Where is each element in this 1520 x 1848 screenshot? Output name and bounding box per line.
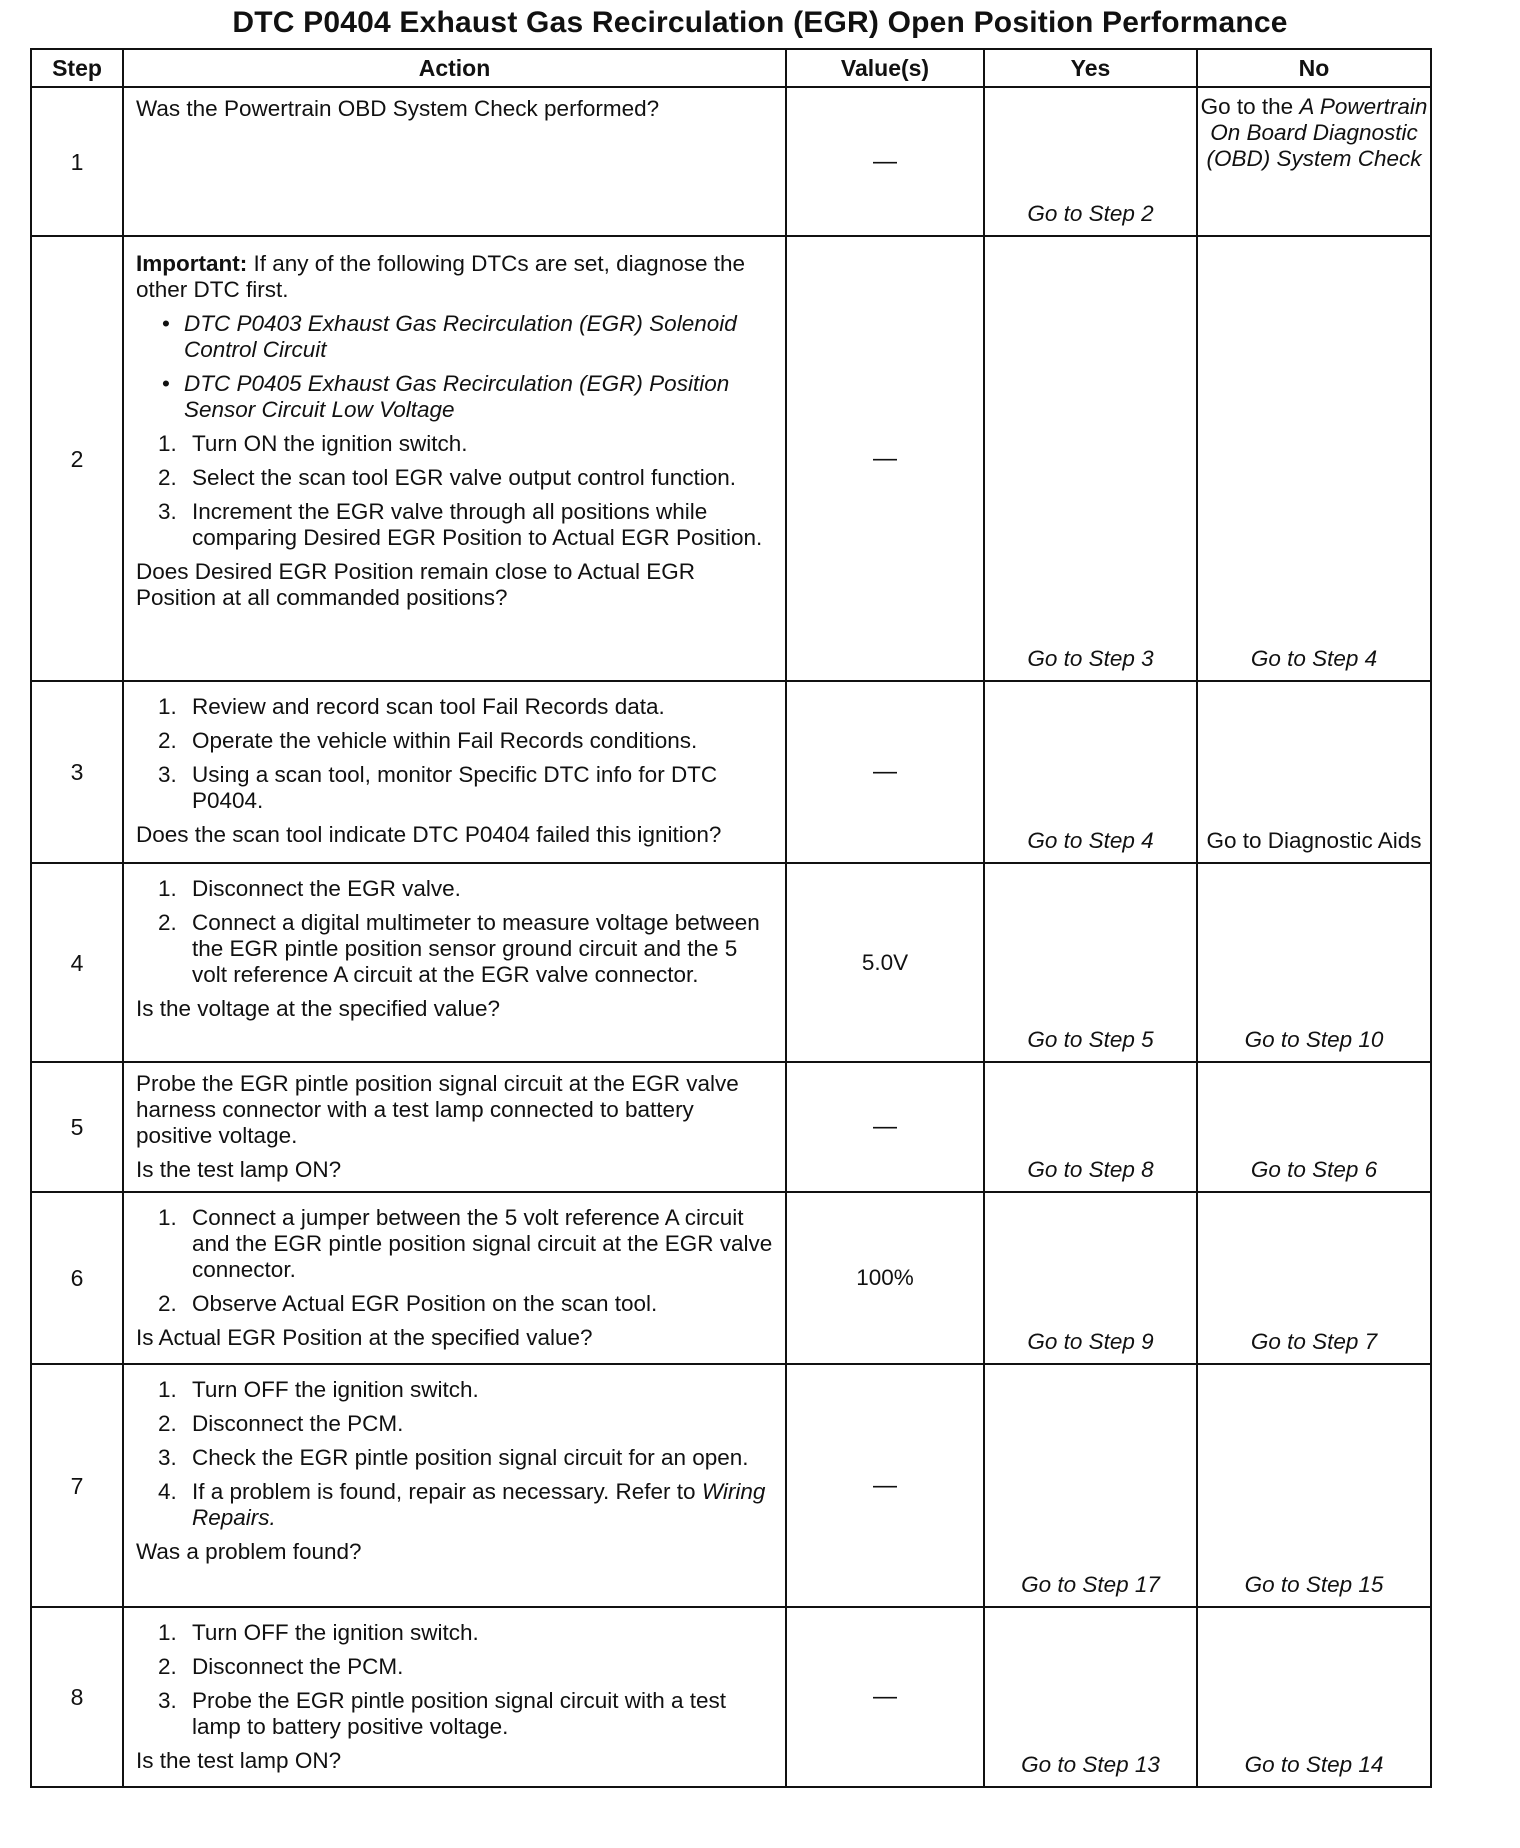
important-text: If any of the following DTCs are set, diagnose the other DTC first. [136,251,746,302]
dtc-list [136,311,775,423]
yes-cell: Go to Step 4 [984,681,1197,863]
procedure-steps [136,876,775,988]
procedure-steps [136,1377,775,1531]
value-cell: — [786,1062,984,1192]
list-item: 3. Using a scan tool, monitor Specific DTC info for DTC P0404. [158,762,718,813]
action-cell [123,87,786,236]
diagnostic-table [30,48,1432,1788]
action-question: Is Actual EGR Position at the specified value? [136,1325,593,1350]
step-number: 5 [31,1062,123,1192]
table-row [31,1607,1431,1787]
important-label: Important: [136,251,248,276]
table-row [31,863,1431,1062]
procedure-steps [136,1620,775,1740]
action-question: Is the voltage at the specified value? [136,996,500,1021]
header-values: Value(s) [786,49,984,87]
yes-cell: Go to Step 8 [984,1062,1197,1192]
action-cell [123,681,786,863]
list-item: 1. Review and record scan tool Fail Records data. [158,694,665,719]
list-item: 1. Disconnect the EGR valve. [158,876,461,901]
header-yes: Yes [984,49,1197,87]
yes-cell: Go to Step 17 [984,1364,1197,1607]
list-item: • DTC P0403 Exhaust Gas Recirculation (EGR) Solenoid Control Circuit [136,311,775,363]
value-cell: — [786,87,984,236]
action-cell [123,1062,786,1192]
list-item: 2. Connect a digital multimeter to measure voltage between the EGR pintle position sensor ground circuit and the 5 volt reference A circuit at the EGR valve connector. [158,910,760,987]
action-question: Is the test lamp ON? [136,1748,342,1773]
table-row [31,1364,1431,1607]
step-number: 4 [31,863,123,1062]
step-number: 6 [31,1192,123,1364]
list-item: 2. Select the scan tool EGR valve output control function. [158,465,737,490]
procedure-steps [136,694,775,814]
table-header-row [31,49,1431,87]
no-cell: Go to Step 7 [1197,1192,1431,1364]
list-item: 1. Turn OFF the ignition switch. [158,1620,479,1645]
list-item: 3. Increment the EGR valve through all positions while comparing Desired EGR Position to Actual EGR Position. [158,499,763,550]
list-item: • DTC P0405 Exhaust Gas Recirculation (EGR) Position Sensor Circuit Low Voltage [136,371,775,423]
wiring-repairs-reference: Wiring Repairs. [192,1479,766,1530]
no-reference: A Powertrain On Board Diagnostic (OBD) System Check [1206,94,1428,171]
list-item: 2. Disconnect the PCM. [158,1654,404,1679]
table-row [31,87,1431,236]
list-item: 1. Connect a jumper between the 5 volt reference A circuit and the EGR pintle position signal circuit at the EGR valve connector. [158,1205,773,1282]
value-cell: 5.0V [786,863,984,1062]
step-number: 7 [31,1364,123,1607]
action-paragraph: Probe the EGR pintle position signal circuit at the EGR valve harness connector with a test lamp connected to battery positive voltage. [136,1071,739,1148]
list-item: 3. Probe the EGR pintle position signal circuit with a test lamp to battery positive voltage. [158,1688,727,1739]
list-item: 3. Check the EGR pintle position signal circuit for an open. [158,1445,749,1470]
no-prefix: Go to the [1200,94,1300,119]
yes-cell: Go to Step 2 [984,87,1197,236]
table-row [31,681,1431,863]
action-question: Is the test lamp ON? [136,1157,342,1182]
action-question: Does Desired EGR Position remain close to Actual EGR Position at all commanded positions? [136,559,695,610]
table-row [31,1192,1431,1364]
list-item: 2. Operate the vehicle within Fail Records conditions. [158,728,698,753]
action-cell [123,863,786,1062]
table-row [31,236,1431,681]
no-cell [1197,87,1431,236]
table-row [31,1062,1431,1192]
list-item: 1. Turn ON the ignition switch. [158,431,468,456]
list-item: 2. Observe Actual EGR Position on the scan tool. [158,1291,658,1316]
page-title: DTC P0404 Exhaust Gas Recirculation (EGR) Open Position Performance [232,6,1288,39]
no-cell: Go to Step 15 [1197,1364,1431,1607]
action-question: Was a problem found? [136,1539,362,1564]
no-cell: Go to Diagnostic Aids [1197,681,1431,863]
step-number: 1 [31,87,123,236]
yes-cell: Go to Step 5 [984,863,1197,1062]
header-action: Action [123,49,786,87]
value-cell: 100% [786,1192,984,1364]
value-cell: — [786,681,984,863]
header-no: No [1197,49,1431,87]
action-question: Was the Powertrain OBD System Check performed? [136,96,660,121]
important-note [136,251,775,303]
header-step: Step [31,49,123,87]
yes-cell: Go to Step 13 [984,1607,1197,1787]
yes-cell: Go to Step 9 [984,1192,1197,1364]
no-cell: Go to Step 4 [1197,236,1431,681]
list-item: 1. Turn OFF the ignition switch. [158,1377,479,1402]
list-item: 2. Disconnect the PCM. [158,1411,404,1436]
step-number: 8 [31,1607,123,1787]
action-question: Does the scan tool indicate DTC P0404 failed this ignition? [136,822,722,847]
step-number: 2 [31,236,123,681]
yes-cell: Go to Step 3 [984,236,1197,681]
action-cell [123,1364,786,1607]
value-cell: — [786,236,984,681]
action-cell [123,1607,786,1787]
step-number: 3 [31,681,123,863]
action-cell [123,236,786,681]
no-cell: Go to Step 14 [1197,1607,1431,1787]
value-cell: — [786,1364,984,1607]
procedure-steps [136,431,775,551]
no-cell: Go to Step 10 [1197,863,1431,1062]
value-cell: — [786,1607,984,1787]
action-cell [123,1192,786,1364]
procedure-steps [136,1205,775,1317]
no-cell: Go to Step 6 [1197,1062,1431,1192]
list-item: 4. If a problem is found, repair as necessary. Refer to Wiring Repairs. [158,1479,766,1530]
